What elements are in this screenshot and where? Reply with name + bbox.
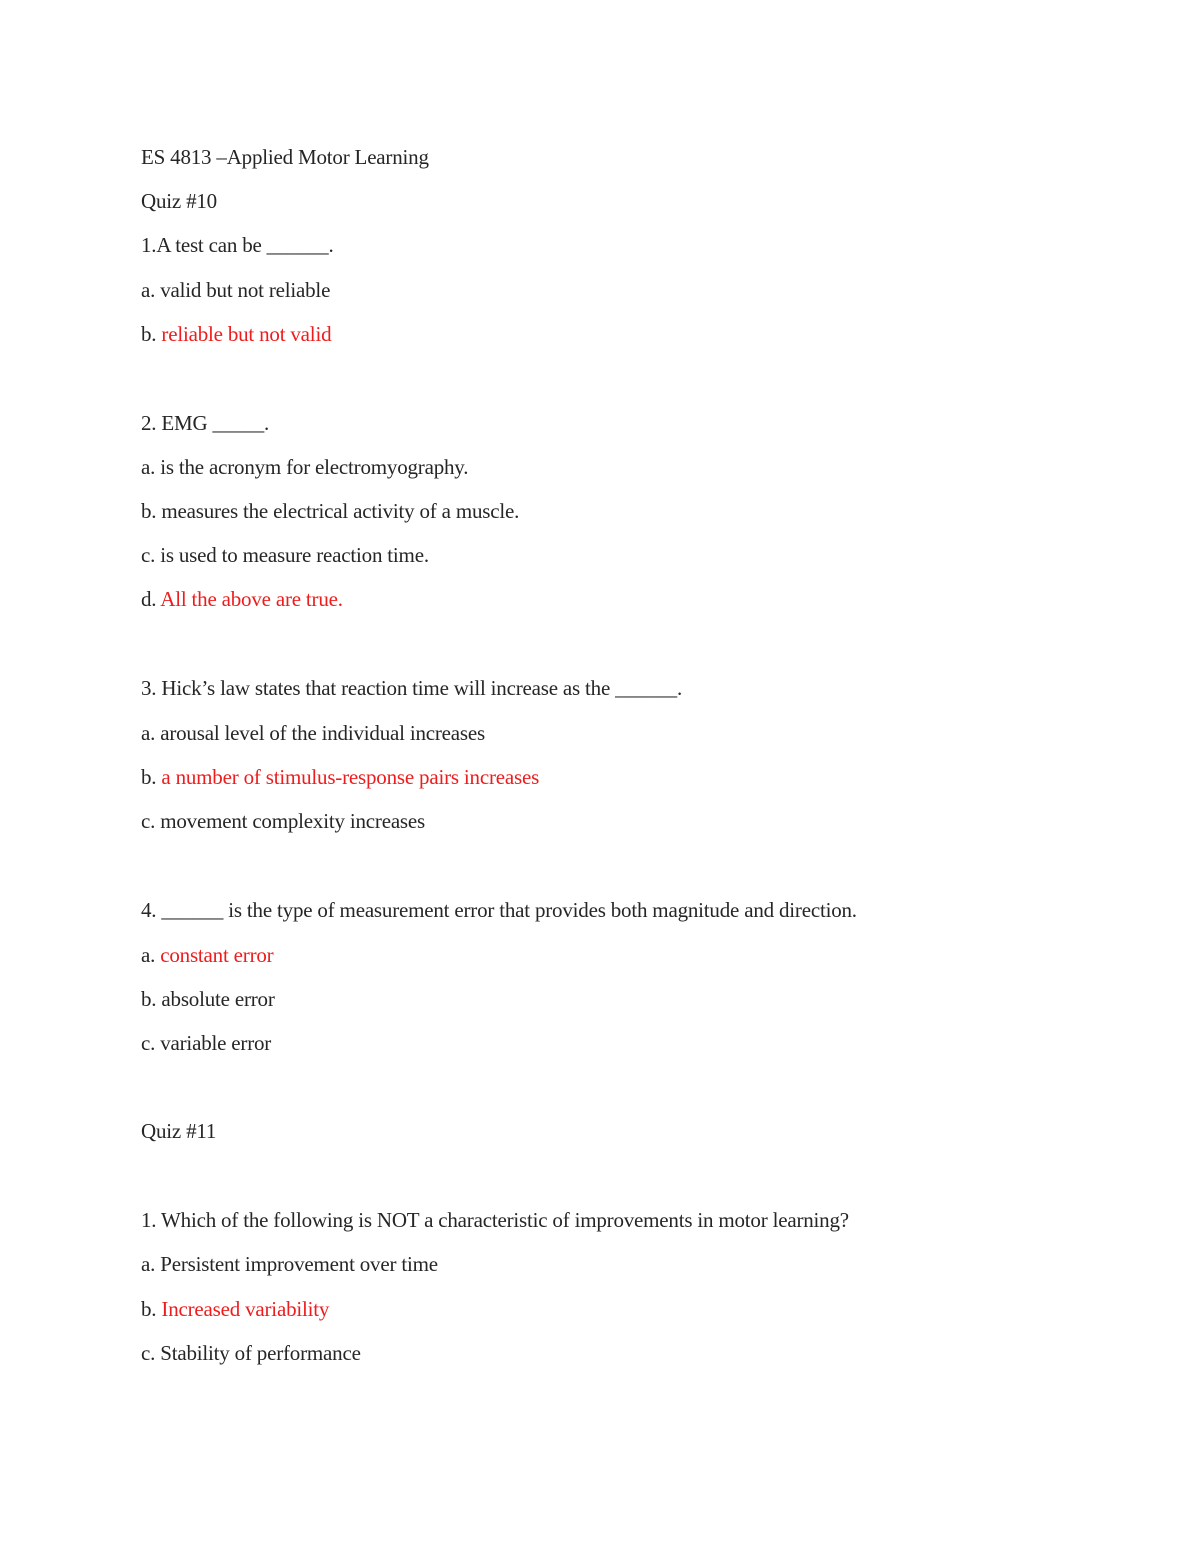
quiz10-q2-question: 2. EMG _____.: [141, 411, 270, 435]
option-prefix: b.: [141, 1297, 162, 1321]
quiz11-q1-option-b: [141, 1296, 329, 1322]
quiz10-q3-question: 3. Hick’s law states that reaction time will increase as the ______.: [141, 676, 682, 700]
quiz11-q1-option-c: c. Stability of performance: [141, 1341, 361, 1365]
quiz10-q1-question: 1.A test can be ______.: [141, 233, 334, 257]
quiz10-q3-option-c: c. movement complexity increases: [141, 809, 426, 833]
quiz10-q4-option-c: c. variable error: [141, 1031, 272, 1055]
quiz10-q1-option-a: a. valid but not reliable: [141, 278, 331, 302]
quiz11-q1-option-a: a. Persistent improvement over time: [141, 1252, 438, 1276]
correct-answer: All the above are true.: [160, 587, 343, 611]
option-prefix: b.: [141, 322, 162, 346]
option-prefix: a.: [141, 943, 161, 967]
course-title: ES 4813 –Applied Motor Learning: [141, 145, 429, 169]
quiz10-q2-option-c: c. is used to measure reaction time.: [141, 543, 429, 567]
quiz10-q1-option-b: [141, 321, 331, 347]
quiz-10-heading: Quiz #10: [141, 189, 217, 213]
option-prefix: d.: [141, 587, 161, 611]
correct-answer: a number of stimulus-response pairs increases: [161, 765, 540, 789]
quiz10-q4-option-b: b. absolute error: [141, 987, 275, 1011]
correct-answer: Increased variability: [161, 1297, 330, 1321]
quiz10-q4-question: 4. ______ is the type of measurement error that provides both magnitude and direction.: [141, 898, 857, 922]
correct-answer: reliable but not valid: [161, 322, 332, 346]
quiz11-q1-question: 1. Which of the following is NOT a characteristic of improvements in motor learning?: [141, 1208, 849, 1232]
quiz10-q3-option-b: [141, 764, 539, 790]
quiz10-q2-option-b: b. measures the electrical activity of a muscle.: [141, 499, 520, 523]
quiz10-q2-option-a: a. is the acronym for electromyography.: [141, 455, 469, 479]
quiz10-q4-option-a: [141, 942, 273, 968]
quiz10-q2-option-d: [141, 586, 343, 612]
correct-answer: constant error: [160, 943, 274, 967]
quiz10-q3-option-a: a. arousal level of the individual increases: [141, 721, 485, 745]
quiz-11-heading: Quiz #11: [141, 1119, 217, 1143]
option-prefix: b.: [141, 765, 162, 789]
